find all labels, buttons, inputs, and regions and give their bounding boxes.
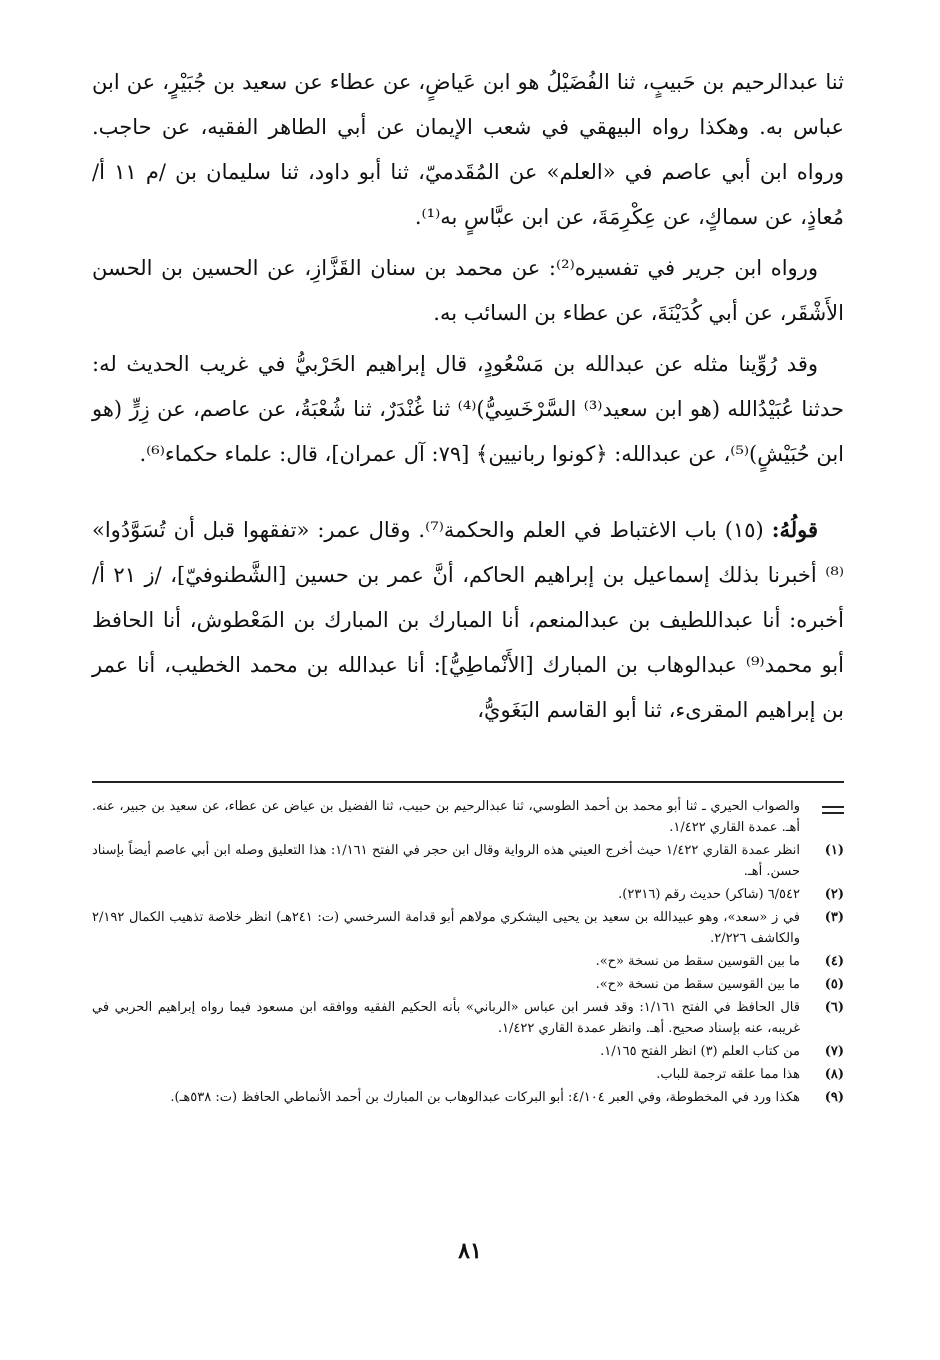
section-lead-word: قولُهُ: [771,517,818,542]
paragraph-1: ثنا عبدالرحيم بن حَبيبٍ، ثنا الفُضَيْلُ هو ابن عَياضٍ، عن عطاء عن سعيد بن جُبَيْرٍ، عن ابن عباس به. وهكذا رواه البيهقي في شعب الإيمان عن أبي الطاهر الفقيه، عن حاجب. ورواه ابن أبي عاصم في «العلم» عن المُقَدميّ، ثنا أبو داود، ثنا سليمان بن /م ١١ أ/ مُعاذٍ، عن سماكٍ، عن عِكْرِمَةَ، عن ابن عبَّاسٍ به⁽¹⁾. [92,70,844,229]
page-number: ٨١ [458,1238,482,1264]
footnote-1 [92,840,844,882]
footnote-text: ما بين القوسين سقط من نسخة «ح». [595,977,800,992]
footnote-continuation [92,796,844,838]
footnote-text: هكذا ورد في المخطوطة، وفي العبر ٤/١٠٤: أبو البركات عبدالوهاب بن المبارك بن أحمد الأنماطي الحافظ (ت: ٥٣٨هـ). [170,1090,800,1105]
footnotes-block [92,796,844,1110]
footnote-number: (٩) [824,1090,844,1105]
footnote-text: ٦/٥٤٢ (شاكر) حديث رقم (٢٣١٦). [618,887,800,902]
double-line-icon [822,806,844,814]
footnote-number: (٨) [824,1067,844,1082]
footnote-divider [92,781,844,783]
footnote-number: (٤) [824,954,844,969]
footnote-9 [92,1087,844,1108]
footnote-marker [800,796,844,817]
footnote-text: في ز «سعد»، وهو عبيدالله بن سعيد بن يحيى اليشكري مولاهم أبو قدامة السرخسي (ت: ٢٤١هـ) انظر خلاصة تذهيب الكمال ٢/١٩٢ والكاشف ٢/٢٢٦. [92,910,800,946]
footnote-text: من كتاب العلم (٣) انظر الفتح ١/١٦٥. [600,1044,800,1059]
footnote-text: ما بين القوسين سقط من نسخة «ح». [595,954,800,969]
footnote-text: انظر عمدة القاري ١/٤٢٢ حيث أخرج العيني هذه الرواية وقال ابن حجر في الفتح ١/١٦١: هذا التعليق وصله ابن أبي عاصم أيضاً بإسناد حسن. أهـ. [92,843,800,879]
footnote-text: هذا مما علقه ترجمة للباب. [656,1067,800,1082]
footnote-text: قال الحافظ في الفتح ١/١٦١: وقد فسر ابن عباس «الرباني» بأنه الحكيم الفقيه ووافقه ابن مسعود فيما رواه إبراهيم الحربي في غريبه، عنه بإسناد صحيح. أهـ. وانظر عمدة القاري ١/٤٢٢. [92,1000,800,1036]
footnote-4 [92,951,844,972]
paragraph-2: ورواه ابن جرير في تفسيره⁽²⁾: عن محمد بن سنان القَزَّازِ، عن الحسين بن الحسن الأَشْقَر، عن أبي كُدَيْنَةَ، عن عطاء بن السائب به. [92,256,844,325]
footnote-7 [92,1041,844,1062]
footnote-text: والصواب الحيري ـ ثنا أبو محمد بن أحمد الطوسي، ثنا عبدالرحيم بن حبيب، ثنا الفضيل بن عياض عن عطاء، عن سعيد بن جبير، عنه. أهـ. عمدة القاري ١/٤٢٢. [92,799,800,835]
main-text-block [92,60,844,733]
footnote-6 [92,997,844,1039]
paragraph-4-text: (١٥) باب الاغتباط في العلم والحكمة⁽⁷⁾. وقال عمر: «تفقهوا قبل أن تُسَوَّدُوا» ⁽⁸⁾ أخبرنا بذلك إسماعيل بن إبراهيم الحاكم، أنَّ عمر بن حسين [الشَّطنوفيّ]، /ز ٢١ أ/ أخبره: أنا عبداللطيف بن عبدالمنعم، أنا المبارك بن المبارك بن المَعْطوش، أنا الحافظ أبو محمد⁽⁹⁾ عبدالوهاب بن المبارك [الأَنْماطِيُّ]: أنا عبدالله بن محمد الخطيب، أنا عمر بن إبراهيم المقرىء، ثنا أبو القاسم البَغَويُّ، [92,518,844,722]
footnote-number: (٥) [824,977,844,992]
footnote-number: (٧) [824,1044,844,1059]
footnote-number: (٦) [824,1000,844,1015]
footnote-8 [92,1064,844,1085]
footnote-2 [92,884,844,905]
footnote-number: (١) [824,843,844,858]
footnote-5 [92,974,844,995]
paragraph-3: وقد رُوِّينا مثله عن عبدالله بن مَسْعُودٍ، قال إبراهيم الحَرْبيُّ في غريب الحديث له: حدثنا عُبَيْدُالله (هو ابن سعيد⁽³⁾ السَّرْخَسِيُّ)⁽⁴⁾ ثنا غُنْدَرٌ، ثنا شُعْبَةُ، عن عاصم، عن زِرٍّ (هو ابن حُبَيْشٍ)⁽⁵⁾، عن عبدالله: ﴿كونوا ربانيين﴾ [٧٩: آل عمران]، قال: علماء حكماء⁽⁶⁾. [92,352,844,466]
paragraph-4 [92,507,844,733]
footnote-3 [92,907,844,949]
footnote-number: (٣) [824,910,844,925]
footnote-number: (٢) [824,887,844,902]
